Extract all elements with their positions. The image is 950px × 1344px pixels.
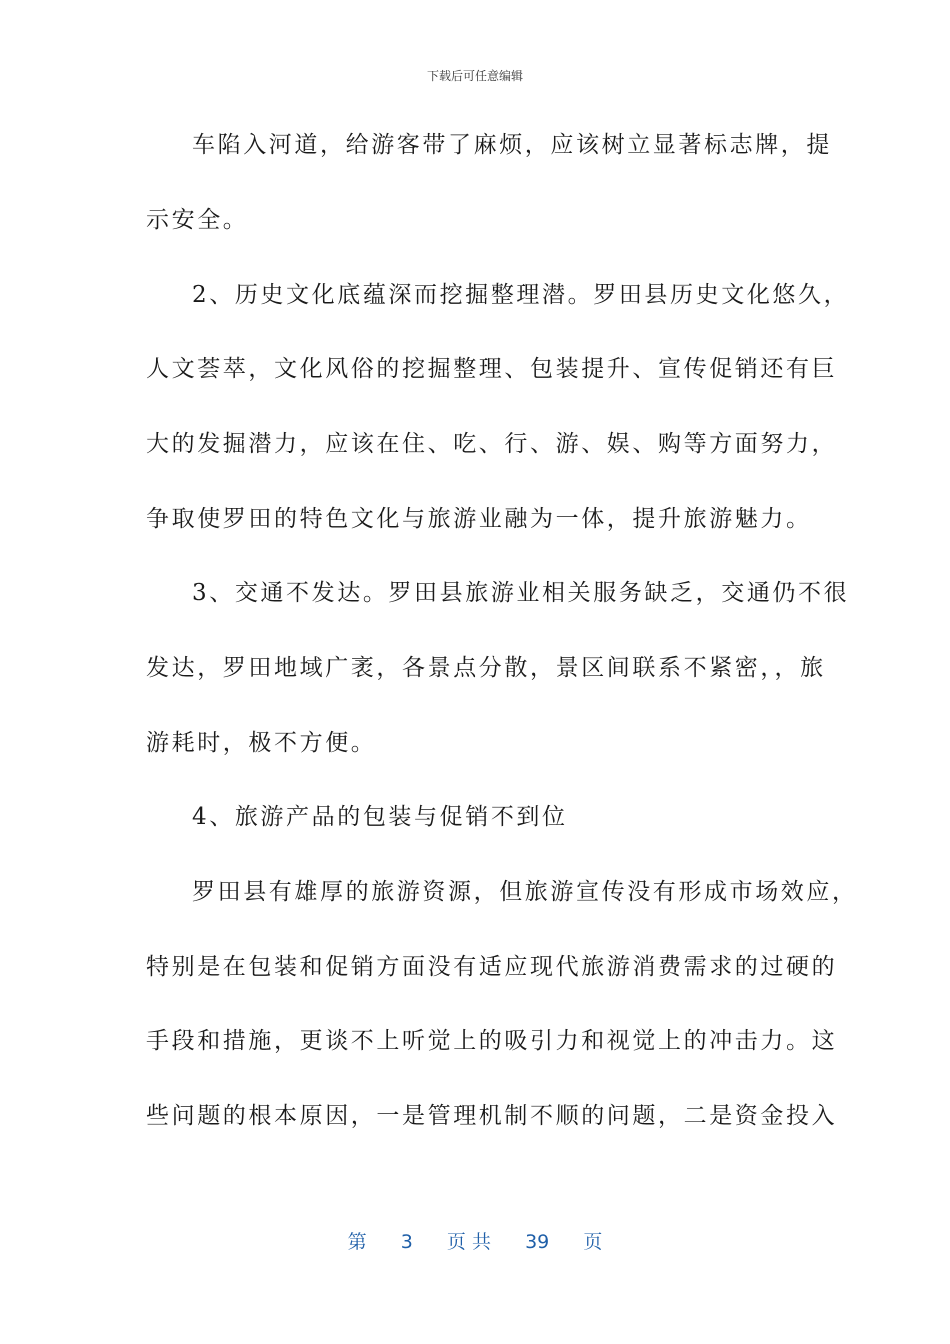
text-line: 2、历史文化底蕴深而挖掘整理潜。罗田县历史文化悠久， (192, 282, 850, 308)
text-line: 车陷入河道，给游客带了麻烦，应该树立显著标志牌，提 (192, 132, 832, 158)
text-line: 罗田县有雄厚的旅游资源，但旅游宣传没有形成市场效应， (192, 879, 858, 905)
text-line: 大的发掘潜力，应该在住、吃、行、游、娱、购等方面努力， (146, 431, 838, 457)
text-line: 人文荟萃，文化风俗的挖掘整理、包装提升、宣传促销还有巨 (146, 356, 838, 382)
text-line: 游耗时，极不方便。 (146, 730, 377, 756)
footer-middle: 页 共 (446, 1231, 491, 1253)
page-header-note: 下载后可任意编辑 (426, 69, 523, 83)
footer-total-pages: 39 (525, 1231, 550, 1253)
text-line: 些问题的根本原因，一是管理机制不顺的问题，二是资金投入 (146, 1103, 838, 1129)
text-line: 示安全。 (146, 207, 249, 233)
footer-prefix: 第 (347, 1231, 367, 1253)
text-line: 手段和措施，更谈不上听觉上的吸引力和视觉上的冲击力。这 (146, 1028, 838, 1054)
footer-suffix: 页 (583, 1231, 603, 1253)
text-line: 发达，罗田地域广袤，各景点分散，景区间联系不紧密，，旅 (146, 655, 826, 681)
page-number-footer (0, 1227, 950, 1254)
text-line: 特别是在包装和促销方面没有适应现代旅游消费需求的过硬的 (146, 954, 838, 980)
text-line: 3、交通不发达。罗田县旅游业相关服务缺乏，交通仍不很 (192, 580, 850, 606)
text-line: 4、旅游产品的包装与促销不到位 (192, 804, 568, 830)
footer-page-number: 3 (400, 1231, 413, 1253)
text-line: 争取使罗田的特色文化与旅游业融为一体，提升旅游魅力。 (146, 506, 812, 532)
